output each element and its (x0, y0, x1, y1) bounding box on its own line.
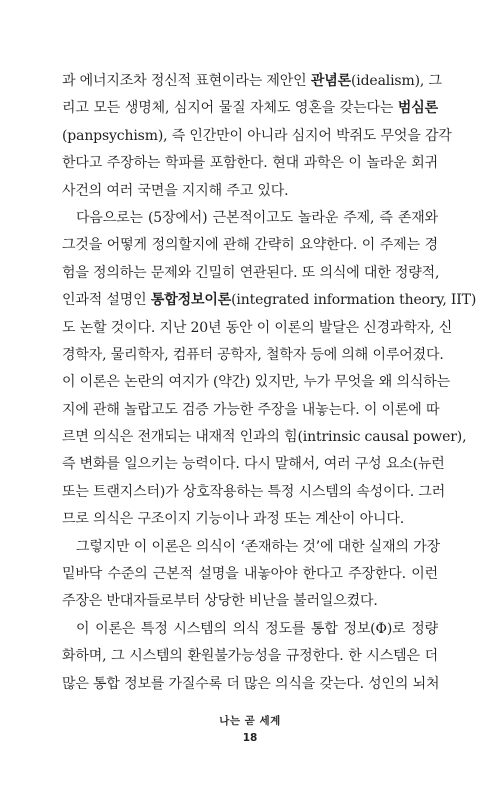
text-run: 리고 모든 생명체, 심지어 물질 자체도 영혼을 갖는다는 (62, 100, 398, 117)
text-run: 화하며, 그 시스템의 환원불가능성을 규정한다. 한 시스템은 더 (62, 648, 438, 665)
text-line (62, 95, 438, 122)
text-line (62, 643, 438, 670)
text-line (62, 671, 438, 698)
text-run: 밑바닥 수준의 근본적 설명을 내놓아야 한다고 주장한다. 이런 (62, 566, 438, 583)
text-run: 다음으로는 (5장에서) 근본적이고도 놀라운 주제, 즉 존재와 (76, 209, 438, 226)
text-run: 지에 관해 놀랍고도 검증 가능한 주장을 내놓는다. 이 이론에 따 (62, 401, 440, 418)
text-line (62, 68, 442, 95)
text-line (62, 260, 438, 287)
text-line (62, 205, 438, 232)
text-run: 험을 정의하는 문제와 긴밀히 연관된다. 또 의식에 대한 정량적, (62, 264, 440, 281)
paragraph (62, 534, 438, 616)
text-line (62, 397, 438, 424)
text-line (62, 232, 438, 259)
bold-term: 통합정보이론 (150, 292, 232, 309)
text-line (62, 424, 467, 451)
text-run: 그것을 어떻게 정의할지에 관해 간략히 요약한다. 이 주제는 경 (62, 237, 438, 254)
text-line (62, 534, 438, 561)
text-run: (panpsychism), 즉 인간만이 아니라 심지어 박쥐도 무엇을 감각 (62, 127, 452, 144)
bold-term: 범심론 (397, 100, 438, 117)
text-line (62, 588, 438, 615)
text-run: 르면 의식은 전개되는 내재적 인과의 힘(intrinsic causal power), (62, 429, 467, 446)
text-run: 도 논할 것이다. 지난 20년 동안 이 이론의 발달은 신경과학자, 신 (62, 319, 453, 336)
text-run: 주장은 반대자들로부터 상당한 비난을 불러일으켰다. (62, 593, 378, 610)
text-run: (integrated information theory, IIT) (231, 292, 477, 309)
paragraph (62, 616, 438, 698)
bold-term: 관념론 (310, 73, 351, 89)
text-run: 과 에너지조차 정신적 표현이라는 제안인 (62, 73, 311, 89)
page-number: 18 (242, 732, 258, 744)
text-line (62, 123, 452, 150)
text-line (62, 178, 438, 205)
text-run: 이 이론은 특정 시스템의 의식 정도를 통합 정보(Φ)로 정량 (76, 620, 438, 637)
text-run: 한다고 주장하는 학파를 포함한다. 현대 과학은 이 놀라운 회귀 (62, 155, 438, 172)
text-run: 경학자, 물리학자, 컴퓨터 공학자, 철학자 등에 의해 이루어졌다. (62, 346, 444, 363)
text-run: 그렇지만 이 이론은 의식이 ‘존재하는 것’에 대한 실재의 가장 (76, 538, 440, 555)
paragraph (62, 68, 452, 205)
text-line (62, 369, 450, 396)
text-run: 이 이론은 논란의 여지가 (약간) 있지만, 누가 무엇을 왜 의식하는 (62, 374, 450, 391)
text-run: (idealism), 그 (350, 73, 442, 89)
running-footer-title: 나는 곧 세계 (219, 715, 281, 727)
text-line (62, 506, 438, 533)
text-line (62, 451, 445, 478)
text-run: 또는 트랜지스터)가 상호작용하는 특정 시스템의 속성이다. 그러 (62, 483, 446, 500)
text-line (62, 150, 438, 177)
text-line (62, 616, 438, 643)
text-line (62, 287, 477, 314)
paragraph (62, 205, 477, 534)
text-line (62, 342, 444, 369)
text-line (62, 315, 453, 342)
text-line (62, 479, 446, 506)
text-run: 즉 변화를 일으키는 능력이다. 다시 말해서, 여러 구성 요소(뉴런 (62, 456, 445, 473)
text-run: 인과적 설명인 (62, 292, 151, 309)
text-line (62, 561, 438, 588)
text-run: 사건의 여러 국면을 지지해 주고 있다. (62, 182, 289, 199)
text-run: 많은 통합 정보를 가질수록 더 많은 의식을 갖는다. 성인의 뇌처 (62, 675, 440, 692)
text-run: 므로 의식은 구조이지 기능이나 과정 또는 계산이 아니다. (62, 511, 405, 528)
page-body (62, 68, 477, 698)
